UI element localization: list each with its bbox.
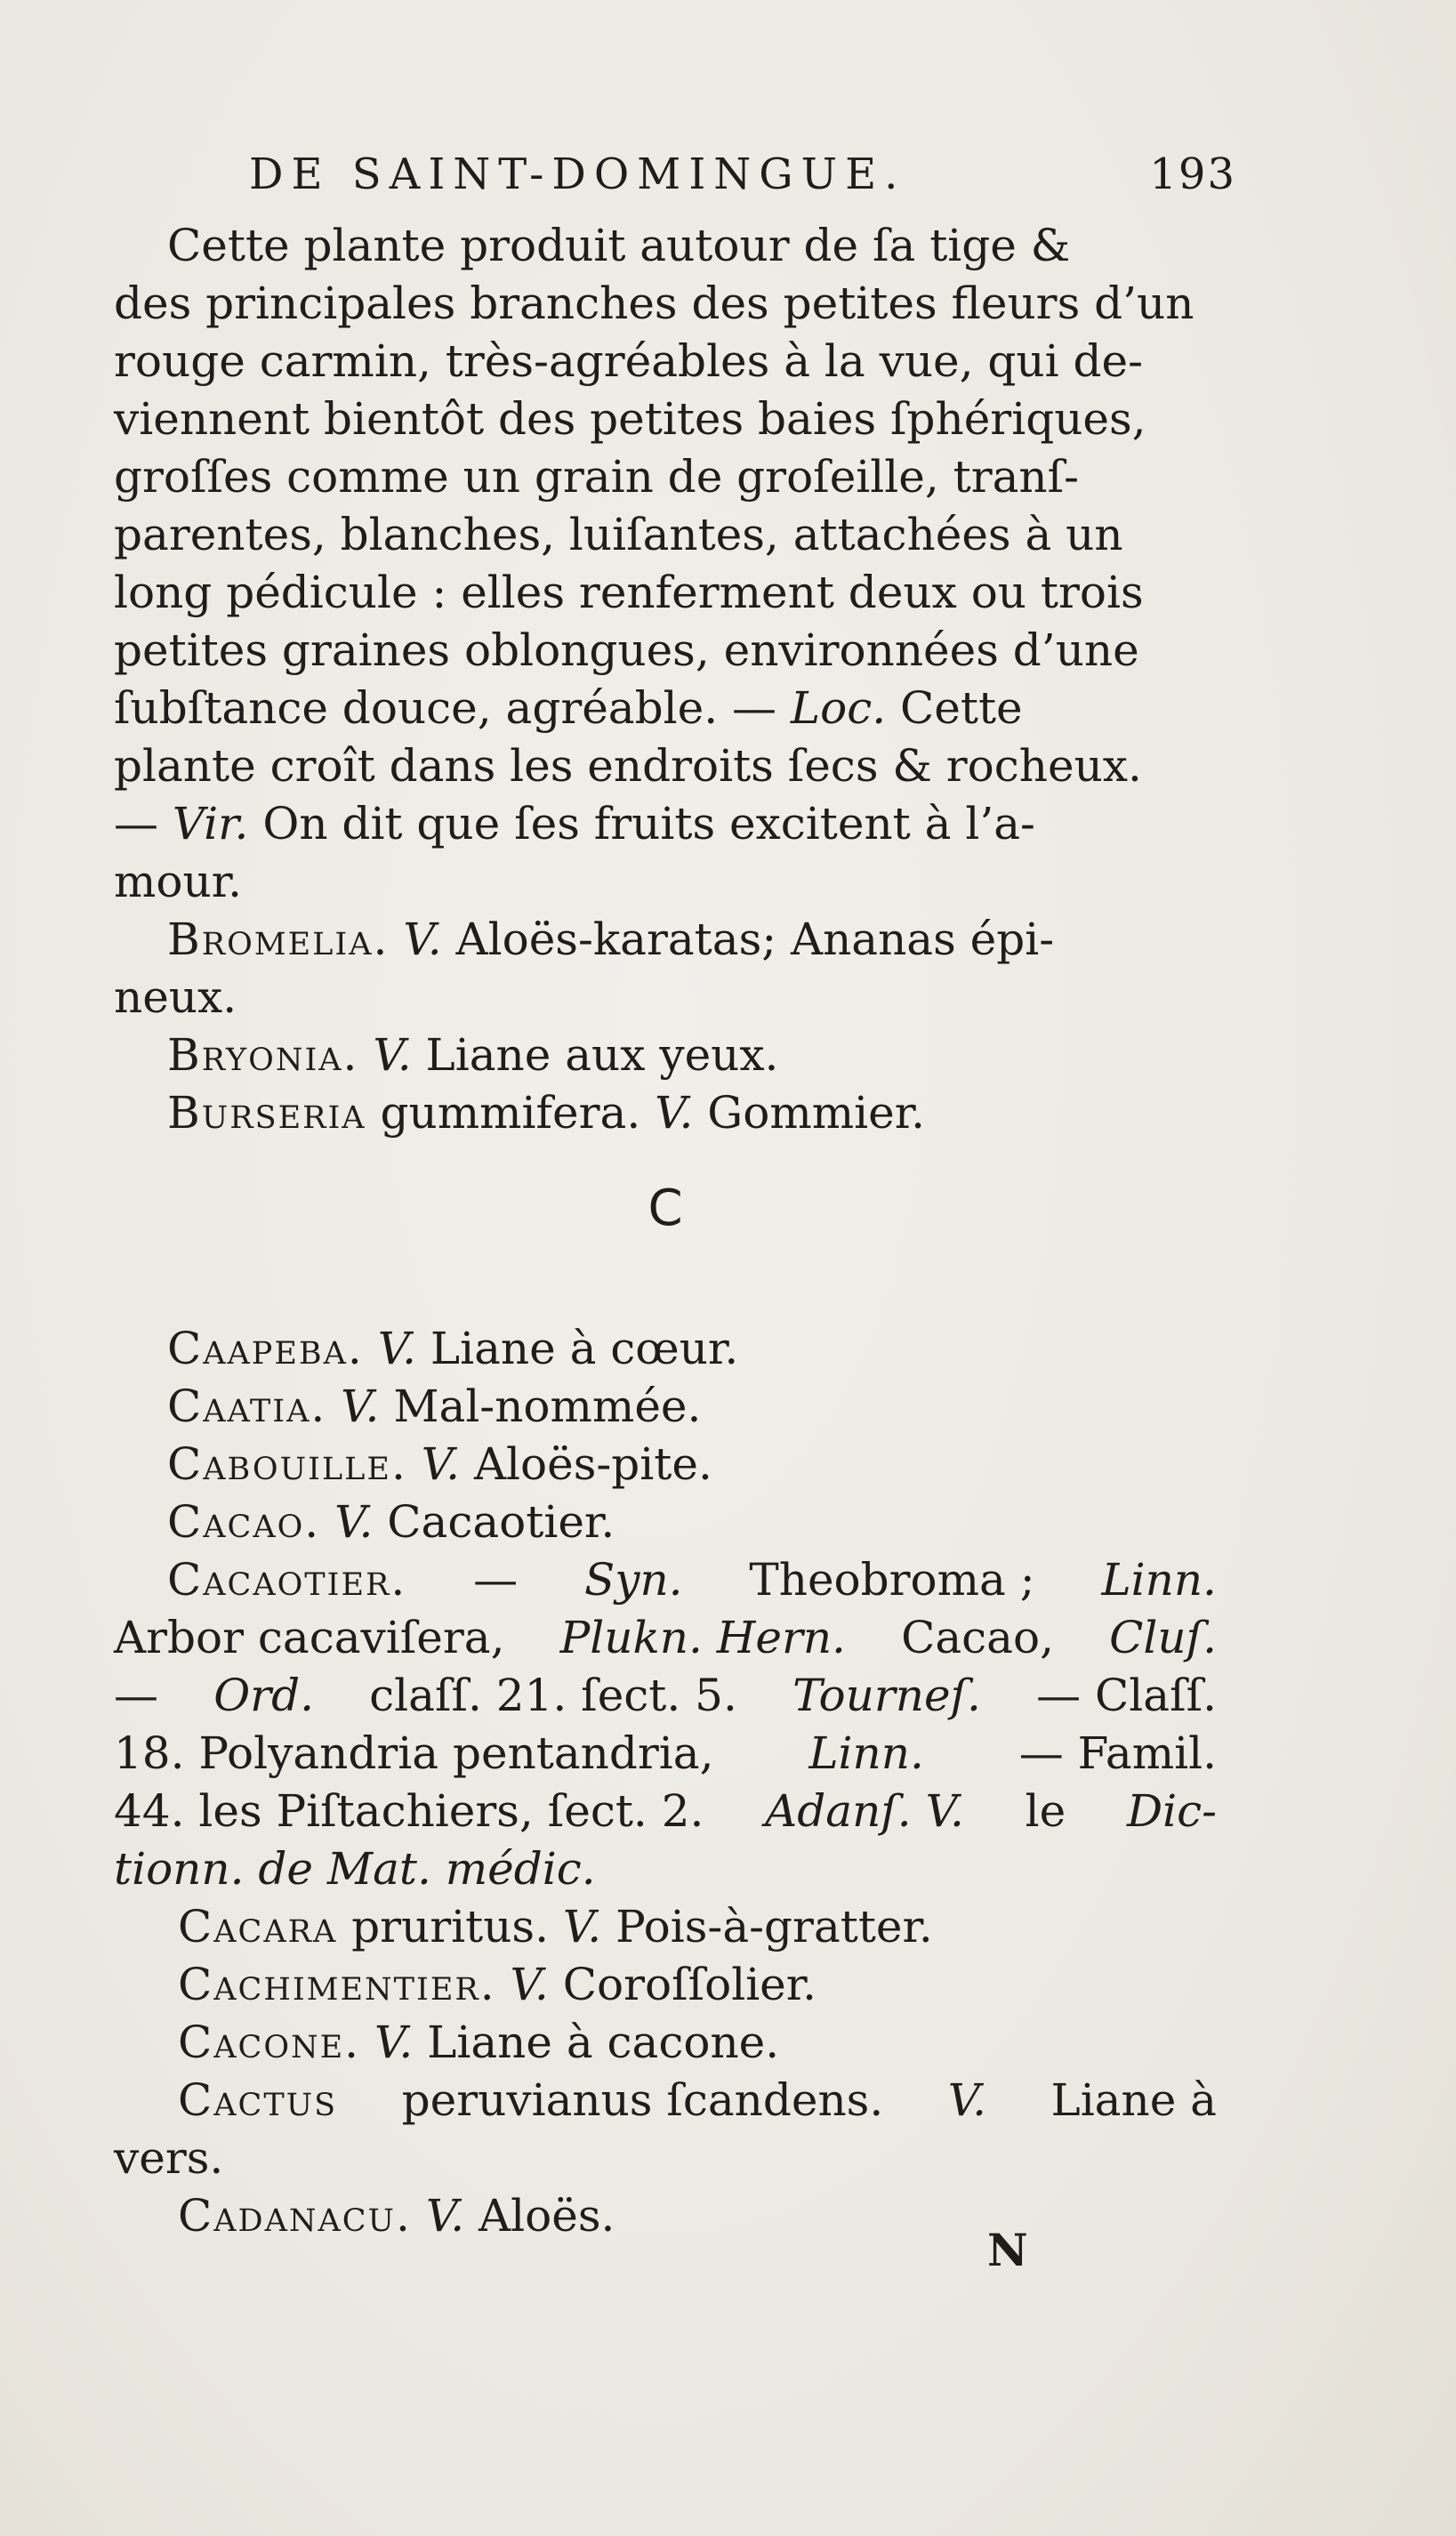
entry-head: Cactus [178, 2074, 338, 2126]
signature-mark: N [987, 2224, 1028, 2276]
text: Arbor cacaviſera, [114, 1612, 505, 1663]
entry-cacone [114, 2014, 1217, 2072]
entry-head: Cabouille. [167, 1438, 407, 1490]
text-line [114, 1609, 1217, 1667]
abbrev-v: V. [377, 1323, 416, 1374]
text: — [114, 1670, 158, 1721]
text-line [114, 564, 1217, 622]
text: — Famil. [1018, 1727, 1217, 1779]
abbrev-v: V. [425, 2190, 465, 2242]
entry-head: Cacara [178, 1901, 338, 1952]
text: mour. [114, 856, 243, 907]
text: neux. [114, 971, 237, 1023]
entry-head: Bryonia. [167, 1029, 359, 1081]
text-line [114, 275, 1217, 333]
citation: Adanſ. V. [765, 1785, 964, 1837]
entry-head: Caapeba. [167, 1323, 364, 1374]
abbrev-v: V. [373, 1029, 412, 1081]
abbrev-v: V. [655, 1087, 694, 1139]
abbrev-v: V. [510, 1959, 549, 2010]
text-line [114, 969, 1217, 1026]
text: le [1025, 1785, 1066, 1837]
entry-head: Bromelia. [167, 914, 390, 965]
abbrev-loc: Loc. [790, 682, 887, 734]
entry-text: Liane à cacone. [427, 2017, 780, 2068]
entry-cactus [114, 2072, 1217, 2129]
entry-text: Aloës-karatas; Ananas épi- [455, 914, 1055, 965]
text: plante croît dans les endroits ſecs & rocheux. [114, 740, 1142, 792]
entry-text: Pois-à-gratter. [615, 1901, 933, 1952]
entry-text: Aloës. [479, 2190, 615, 2242]
text-line [114, 448, 1217, 506]
citation: Tourneſ. [792, 1670, 981, 1721]
citation: Linn. [808, 1727, 924, 1779]
entry-cacao [114, 1493, 1217, 1551]
citation: Dic- [1126, 1785, 1217, 1837]
entry-text: Liane à cœur. [430, 1323, 739, 1374]
entry-head: Cacao. [167, 1496, 321, 1548]
entry-text: gummifera. [380, 1087, 641, 1139]
text: des principales branches des petites fleurs d’un [114, 278, 1195, 329]
text: ſubſtance douce, agréable. — [114, 682, 776, 734]
text: viennent bientôt des petites baies ſphériques, [114, 393, 1146, 445]
abbrev-v: V. [421, 1438, 461, 1490]
entry-caapeba [114, 1320, 1217, 1378]
entry-text: Liane aux yeux. [425, 1029, 779, 1081]
page-number: 193 [1149, 149, 1236, 199]
entry-bromelia [114, 911, 1217, 969]
section-letter: C [648, 1179, 683, 1237]
text: long pédicule : elles renferment deux ou trois [114, 567, 1144, 618]
citation: Cluſ. [1109, 1612, 1217, 1663]
abbrev-linn: Linn. [1101, 1554, 1217, 1606]
abbrev-syn: Syn. [583, 1554, 683, 1606]
abbrev-v: V. [341, 1381, 380, 1432]
entry-cachimentier [114, 1956, 1217, 2014]
text-line [114, 795, 1217, 853]
text: parentes, blanches, luiſantes, attachées à un [114, 509, 1123, 560]
abbrev-v: V. [562, 1901, 602, 1952]
text: Cacao, [901, 1612, 1054, 1663]
text: 44. les Piſtachiers, ſect. 2. [114, 1785, 704, 1837]
text: vers. [114, 2132, 224, 2184]
text-line [114, 2129, 1217, 2187]
abbrev-v: V. [374, 2017, 414, 2068]
entry-head: Caatia. [167, 1381, 327, 1432]
spacer [114, 1267, 1217, 1320]
text: rouge carmin, très-agréables à la vue, qui de- [114, 335, 1144, 387]
entry-text: Coroſſolier. [562, 1959, 817, 2010]
text: — Claſſ. [1036, 1670, 1217, 1721]
entry-head: Cadanacu. [178, 2190, 412, 2242]
text: On dit que ſes fruits excitent à l’a- [262, 798, 1035, 849]
text-line [114, 217, 1217, 275]
running-header [249, 149, 1236, 199]
abbrev-v: V. [403, 914, 442, 965]
entry-cacara [114, 1898, 1217, 1956]
text: — [114, 798, 158, 849]
entry-text: peruvianus ſcandens. [401, 2074, 884, 2126]
text-line [114, 680, 1217, 737]
abbrev-v: V. [947, 2074, 986, 2126]
entry-head: Cachimentier. [178, 1959, 496, 2010]
entry-text: Liane à [1050, 2074, 1217, 2126]
entry-burseria [114, 1084, 1217, 1142]
entry-cacaotier [114, 1551, 1217, 1609]
abbrev-v: V. [334, 1496, 374, 1548]
text-line [114, 1667, 1217, 1725]
text: 18. Polyandria pentandria, [114, 1727, 714, 1779]
page-body [114, 217, 1217, 2245]
text-line [114, 622, 1217, 680]
entry-bryonia [114, 1026, 1217, 1084]
text-line [114, 1840, 1217, 1898]
text: claſſ. 21. ſect. 5. [369, 1670, 737, 1721]
entry-text: pruritus. [351, 1901, 549, 1952]
entry-caatia [114, 1378, 1217, 1436]
running-title: DE SAINT-DOMINGUE. [249, 149, 906, 199]
text-line [114, 506, 1217, 564]
entry-text: Mal-nommée. [393, 1381, 702, 1432]
text-line [114, 853, 1217, 911]
entry-cadanacu [114, 2187, 1217, 2245]
text-line [114, 333, 1217, 390]
entry-text: Cacaotier. [387, 1496, 615, 1548]
citation: Plukn. Hern. [559, 1612, 846, 1663]
entry-head: Cacone. [178, 2017, 361, 2068]
abbrev-vir: Vir. [172, 798, 249, 849]
text: — [473, 1554, 519, 1606]
citation: Ord. [213, 1670, 314, 1721]
text-line [114, 737, 1217, 795]
text: groſſes comme un grain de groſeille, tranſ- [114, 451, 1080, 503]
entry-cabouille [114, 1436, 1217, 1493]
text: Cette plante produit autour de ſa tige & [167, 220, 1071, 271]
entry-head: Burseria [167, 1087, 366, 1139]
entry-text: Theobroma ; [749, 1554, 1035, 1606]
text-line [114, 390, 1217, 448]
entry-head: Cacaotier. [167, 1554, 407, 1606]
text: petites graines oblongues, environnées d’une [114, 624, 1139, 676]
text-line [114, 1783, 1217, 1840]
entry-text: Aloës-pite. [473, 1438, 712, 1490]
citation: tionn. de Mat. médic. [114, 1843, 596, 1895]
entry-text: Gommier. [707, 1087, 926, 1139]
text: Cette [900, 682, 1023, 734]
text-line [114, 1725, 1217, 1783]
